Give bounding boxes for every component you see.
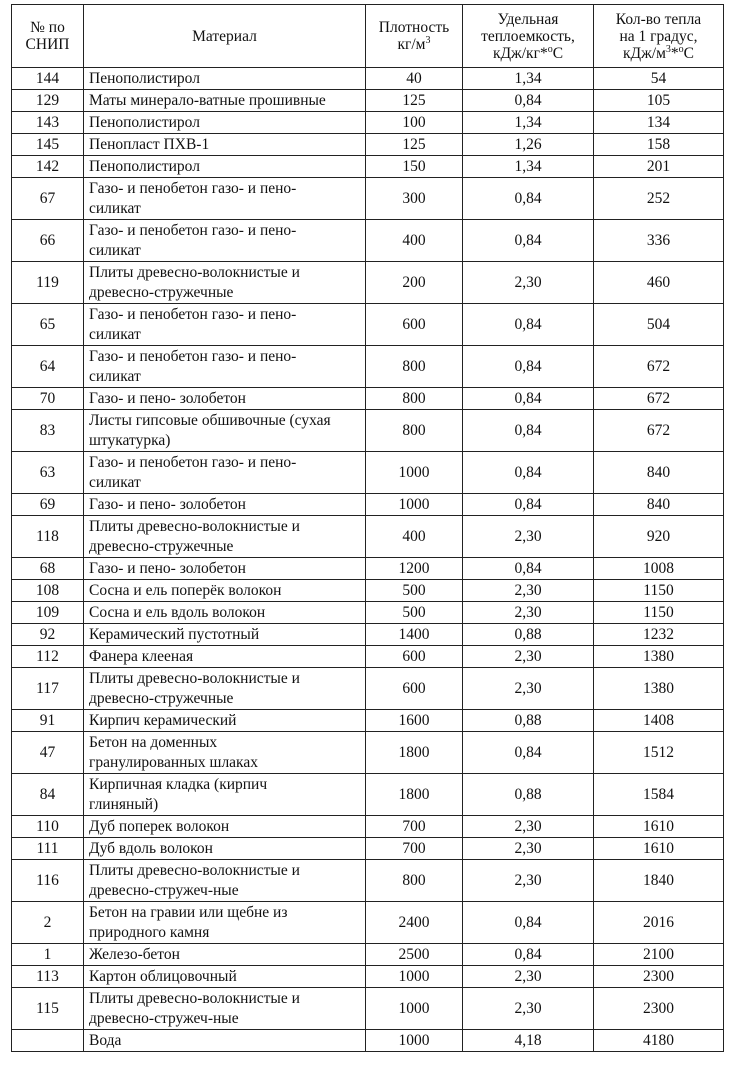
- cell-heat-per-degree: 672: [594, 346, 724, 388]
- material-line: гранулированных шлаках: [89, 753, 258, 771]
- cell-heat-per-degree: 920: [594, 516, 724, 558]
- cell-specific-heat: 2,30: [463, 816, 594, 838]
- cell-density: 800: [366, 388, 463, 410]
- cell-density: 400: [366, 220, 463, 262]
- table-row: [12, 516, 724, 558]
- header-density: Плотность $кг/м^3$: [366, 5, 463, 68]
- cell-specific-heat: 0,88: [463, 624, 594, 646]
- cell-density: 1000: [366, 494, 463, 516]
- cell-snip-number: 83: [12, 410, 84, 452]
- table-row: [12, 388, 724, 410]
- material-line: глиняный): [89, 795, 159, 813]
- table-row: [12, 602, 724, 624]
- material-line: Дуб вдоль волокон: [89, 839, 213, 857]
- cell-specific-heat: 0,84: [463, 494, 594, 516]
- table-row: [12, 988, 724, 1030]
- cell-specific-heat: 1,34: [463, 68, 594, 90]
- cell-snip-number: 142: [12, 156, 84, 178]
- material-line: Маты минерало-ватные прошивные: [89, 91, 326, 109]
- table-row: [12, 732, 724, 774]
- cell-material: [84, 494, 366, 516]
- material-line: древесно-стружечные: [89, 689, 234, 707]
- cell-heat-per-degree: 672: [594, 388, 724, 410]
- material-line: силикат: [89, 199, 141, 217]
- cell-heat-per-degree: 158: [594, 134, 724, 156]
- cell-heat-per-degree: 2100: [594, 944, 724, 966]
- cell-heat-per-degree: 840: [594, 452, 724, 494]
- cell-heat-per-degree: 2300: [594, 988, 724, 1030]
- table-row: [12, 944, 724, 966]
- cell-specific-heat: 2,30: [463, 988, 594, 1030]
- cell-heat-per-degree: 2300: [594, 966, 724, 988]
- cell-material: [84, 1030, 366, 1052]
- cell-heat-per-degree: 1150: [594, 580, 724, 602]
- cell-snip-number: 47: [12, 732, 84, 774]
- cell-density: 1800: [366, 732, 463, 774]
- cell-density: 1400: [366, 624, 463, 646]
- cell-density: 1000: [366, 452, 463, 494]
- material-line: Керамический пустотный: [89, 625, 260, 643]
- cell-heat-per-degree: 840: [594, 494, 724, 516]
- material-line: Сосна и ель вдоль волокон: [89, 603, 266, 621]
- table-body: [12, 68, 724, 1052]
- cell-density: 1000: [366, 988, 463, 1030]
- table-row: [12, 966, 724, 988]
- cell-material: [84, 262, 366, 304]
- cell-snip-number: 69: [12, 494, 84, 516]
- cell-material: [84, 902, 366, 944]
- cell-specific-heat: 0,84: [463, 346, 594, 388]
- material-line: Железо-бетон: [89, 945, 180, 963]
- cell-material: [84, 624, 366, 646]
- material-line: Плиты древесно-волокнистые и: [89, 989, 300, 1007]
- header-heat-per-degree: Кол-во тепла на 1 градус, кДж/$м^3*^оС$: [594, 5, 724, 68]
- cell-specific-heat: 0,84: [463, 178, 594, 220]
- cell-density: 150: [366, 156, 463, 178]
- table-row: [12, 90, 724, 112]
- material-line: Бетон на доменных: [89, 733, 218, 751]
- cell-density: 800: [366, 346, 463, 388]
- table-row: [12, 646, 724, 668]
- material-line: силикат: [89, 473, 141, 491]
- cell-snip-number: 1: [12, 944, 84, 966]
- material-line: Листы гипсовые обшивочные (сухая: [89, 411, 331, 429]
- cell-specific-heat: 0,88: [463, 774, 594, 816]
- cell-material: [84, 774, 366, 816]
- material-line: Газо- и пенобетон газо- и пено-: [89, 347, 297, 365]
- table-row: [12, 156, 724, 178]
- cell-density: 1000: [366, 1030, 463, 1052]
- material-line: Пенополистирол: [89, 157, 200, 175]
- material-line: Газо- и пенобетон газо- и пено-: [89, 305, 297, 323]
- material-line: Плиты древесно-волокнистые и: [89, 263, 300, 281]
- material-line: Газо- и пенобетон газо- и пено-: [89, 179, 297, 197]
- cell-snip-number: 67: [12, 178, 84, 220]
- cell-heat-per-degree: 1380: [594, 668, 724, 710]
- material-line: штукатурка): [89, 431, 171, 449]
- cell-snip-number: 92: [12, 624, 84, 646]
- table-row: [12, 68, 724, 90]
- cell-density: 600: [366, 304, 463, 346]
- cell-specific-heat: 2,30: [463, 860, 594, 902]
- cell-heat-per-degree: 1408: [594, 710, 724, 732]
- cell-specific-heat: 2,30: [463, 668, 594, 710]
- cell-material: [84, 602, 366, 624]
- cell-heat-per-degree: 1512: [594, 732, 724, 774]
- material-line: силикат: [89, 241, 141, 259]
- cell-specific-heat: 2,30: [463, 602, 594, 624]
- material-line: Сосна и ель поперёк волокон: [89, 581, 282, 599]
- cell-heat-per-degree: 105: [594, 90, 724, 112]
- material-line: древесно-стружечные: [89, 283, 234, 301]
- cell-snip-number: [12, 1030, 84, 1052]
- table-row: [12, 178, 724, 220]
- cell-snip-number: 115: [12, 988, 84, 1030]
- cell-snip-number: 109: [12, 602, 84, 624]
- table-header-row: [12, 5, 724, 68]
- material-line: Газо- и пено- золобетон: [89, 559, 246, 577]
- cell-density: 200: [366, 262, 463, 304]
- cell-specific-heat: 1,26: [463, 134, 594, 156]
- cell-specific-heat: 4,18: [463, 1030, 594, 1052]
- cell-snip-number: 2: [12, 902, 84, 944]
- material-line: Кирпичная кладка (кирпич: [89, 775, 268, 793]
- cell-snip-number: 70: [12, 388, 84, 410]
- table-row: [12, 624, 724, 646]
- cell-snip-number: 117: [12, 668, 84, 710]
- material-line: силикат: [89, 367, 141, 385]
- table-row: [12, 1030, 724, 1052]
- cell-snip-number: 129: [12, 90, 84, 112]
- cell-material: [84, 558, 366, 580]
- material-line: Пенополистирол: [89, 113, 200, 131]
- cell-specific-heat: 1,34: [463, 156, 594, 178]
- cell-specific-heat: 0,84: [463, 388, 594, 410]
- cell-density: 700: [366, 816, 463, 838]
- cell-density: 1800: [366, 774, 463, 816]
- table-row: [12, 262, 724, 304]
- cell-snip-number: 144: [12, 68, 84, 90]
- cell-material: [84, 68, 366, 90]
- material-line: Пенополистирол: [89, 69, 200, 87]
- cell-snip-number: 116: [12, 860, 84, 902]
- cell-density: 1200: [366, 558, 463, 580]
- table-row: [12, 304, 724, 346]
- material-line: Газо- и пенобетон газо- и пено-: [89, 221, 297, 239]
- cell-material: [84, 220, 366, 262]
- cell-material: [84, 732, 366, 774]
- cell-specific-heat: 0,84: [463, 90, 594, 112]
- cell-heat-per-degree: 1150: [594, 602, 724, 624]
- table-row: [12, 580, 724, 602]
- material-line: силикат: [89, 325, 141, 343]
- cell-heat-per-degree: 4180: [594, 1030, 724, 1052]
- material-line: Плиты древесно-волокнистые и: [89, 517, 300, 535]
- cell-heat-per-degree: 1380: [594, 646, 724, 668]
- cell-heat-per-degree: 134: [594, 112, 724, 134]
- cell-specific-heat: 0,88: [463, 710, 594, 732]
- material-line: Плиты древесно-волокнистые и: [89, 669, 300, 687]
- material-line: Газо- и пенобетон газо- и пено-: [89, 453, 297, 471]
- material-line: Вода: [89, 1031, 122, 1049]
- cell-density: 300: [366, 178, 463, 220]
- cell-heat-per-degree: 336: [594, 220, 724, 262]
- cell-material: [84, 90, 366, 112]
- cell-specific-heat: 0,84: [463, 452, 594, 494]
- cell-snip-number: 65: [12, 304, 84, 346]
- table-row: [12, 668, 724, 710]
- cell-specific-heat: 2,30: [463, 838, 594, 860]
- cell-material: [84, 580, 366, 602]
- cell-specific-heat: 0,84: [463, 902, 594, 944]
- cell-heat-per-degree: 1008: [594, 558, 724, 580]
- cell-snip-number: 118: [12, 516, 84, 558]
- cell-snip-number: 119: [12, 262, 84, 304]
- cell-heat-per-degree: 1610: [594, 816, 724, 838]
- material-line: Картон облицовочный: [89, 967, 237, 985]
- cell-snip-number: 143: [12, 112, 84, 134]
- material-line: древесно-стружеч-ные: [89, 1009, 239, 1027]
- cell-heat-per-degree: 460: [594, 262, 724, 304]
- cell-snip-number: 110: [12, 816, 84, 838]
- cell-density: 100: [366, 112, 463, 134]
- cell-density: 1000: [366, 966, 463, 988]
- cell-material: [84, 944, 366, 966]
- material-line: древесно-стружеч-ные: [89, 881, 239, 899]
- cell-snip-number: 91: [12, 710, 84, 732]
- cell-specific-heat: 2,30: [463, 580, 594, 602]
- table-row: [12, 494, 724, 516]
- cell-snip-number: 108: [12, 580, 84, 602]
- material-line: Газо- и пено- золобетон: [89, 389, 246, 407]
- cell-material: [84, 668, 366, 710]
- cell-material: [84, 134, 366, 156]
- cell-material: [84, 156, 366, 178]
- material-line: Фанера клееная: [89, 647, 194, 665]
- cell-density: 600: [366, 668, 463, 710]
- cell-heat-per-degree: 201: [594, 156, 724, 178]
- cell-density: 500: [366, 602, 463, 624]
- table-row: [12, 860, 724, 902]
- cell-material: [84, 988, 366, 1030]
- cell-density: 2500: [366, 944, 463, 966]
- cell-density: 400: [366, 516, 463, 558]
- cell-density: 2400: [366, 902, 463, 944]
- cell-heat-per-degree: 504: [594, 304, 724, 346]
- header-snip-number: № по СНИП: [12, 5, 84, 68]
- header-material: Материал: [84, 5, 366, 68]
- cell-heat-per-degree: 2016: [594, 902, 724, 944]
- material-line: Газо- и пено- золобетон: [89, 495, 246, 513]
- cell-specific-heat: 0,84: [463, 732, 594, 774]
- cell-density: 1600: [366, 710, 463, 732]
- cell-density: 500: [366, 580, 463, 602]
- cell-material: [84, 178, 366, 220]
- cell-density: 800: [366, 860, 463, 902]
- cell-heat-per-degree: 1610: [594, 838, 724, 860]
- cell-density: 125: [366, 134, 463, 156]
- table-row: [12, 710, 724, 732]
- cell-specific-heat: 0,84: [463, 558, 594, 580]
- table-row: [12, 558, 724, 580]
- cell-specific-heat: 0,84: [463, 410, 594, 452]
- material-line: Плиты древесно-волокнистые и: [89, 861, 300, 879]
- cell-material: [84, 860, 366, 902]
- cell-heat-per-degree: 672: [594, 410, 724, 452]
- cell-snip-number: 112: [12, 646, 84, 668]
- cell-specific-heat: 0,84: [463, 304, 594, 346]
- cell-material: [84, 646, 366, 668]
- cell-material: [84, 346, 366, 388]
- table-row: [12, 134, 724, 156]
- table-row: [12, 346, 724, 388]
- cell-specific-heat: 1,34: [463, 112, 594, 134]
- table-row: [12, 112, 724, 134]
- cell-material: [84, 304, 366, 346]
- table-row: [12, 774, 724, 816]
- cell-density: 800: [366, 410, 463, 452]
- material-line: Бетон на гравии или щебне из: [89, 903, 288, 921]
- material-line: Дуб поперек волокон: [89, 817, 230, 835]
- cell-specific-heat: 0,84: [463, 220, 594, 262]
- cell-material: [84, 452, 366, 494]
- header-specific-heat: Удельная теплоемкость, кДж/кг*$^о$С: [463, 5, 594, 68]
- cell-specific-heat: 2,30: [463, 966, 594, 988]
- cell-snip-number: 63: [12, 452, 84, 494]
- cell-material: [84, 112, 366, 134]
- table-row: [12, 902, 724, 944]
- cell-snip-number: 145: [12, 134, 84, 156]
- table-row: [12, 452, 724, 494]
- cell-density: 600: [366, 646, 463, 668]
- table-row: [12, 410, 724, 452]
- material-line: Кирпич керамический: [89, 711, 237, 729]
- cell-heat-per-degree: 54: [594, 68, 724, 90]
- cell-material: [84, 816, 366, 838]
- cell-specific-heat: 0,84: [463, 944, 594, 966]
- material-line: древесно-стружечные: [89, 537, 234, 555]
- cell-specific-heat: 2,30: [463, 262, 594, 304]
- cell-heat-per-degree: 1584: [594, 774, 724, 816]
- cell-snip-number: 84: [12, 774, 84, 816]
- cell-density: 700: [366, 838, 463, 860]
- cell-material: [84, 516, 366, 558]
- table-row: [12, 816, 724, 838]
- cell-material: [84, 838, 366, 860]
- cell-material: [84, 410, 366, 452]
- cell-snip-number: 64: [12, 346, 84, 388]
- cell-heat-per-degree: 1232: [594, 624, 724, 646]
- cell-snip-number: 66: [12, 220, 84, 262]
- material-line: Пенопласт ПХВ-1: [89, 135, 210, 153]
- cell-heat-per-degree: 1840: [594, 860, 724, 902]
- material-line: природного камня: [89, 923, 210, 941]
- cell-snip-number: 113: [12, 966, 84, 988]
- cell-material: [84, 966, 366, 988]
- materials-heat-table: [11, 4, 724, 1052]
- cell-material: [84, 710, 366, 732]
- cell-material: [84, 388, 366, 410]
- cell-density: 40: [366, 68, 463, 90]
- table-row: [12, 838, 724, 860]
- cell-heat-per-degree: 252: [594, 178, 724, 220]
- cell-specific-heat: 2,30: [463, 646, 594, 668]
- cell-snip-number: 68: [12, 558, 84, 580]
- cell-specific-heat: 2,30: [463, 516, 594, 558]
- table-row: [12, 220, 724, 262]
- cell-snip-number: 111: [12, 838, 84, 860]
- cell-density: 125: [366, 90, 463, 112]
